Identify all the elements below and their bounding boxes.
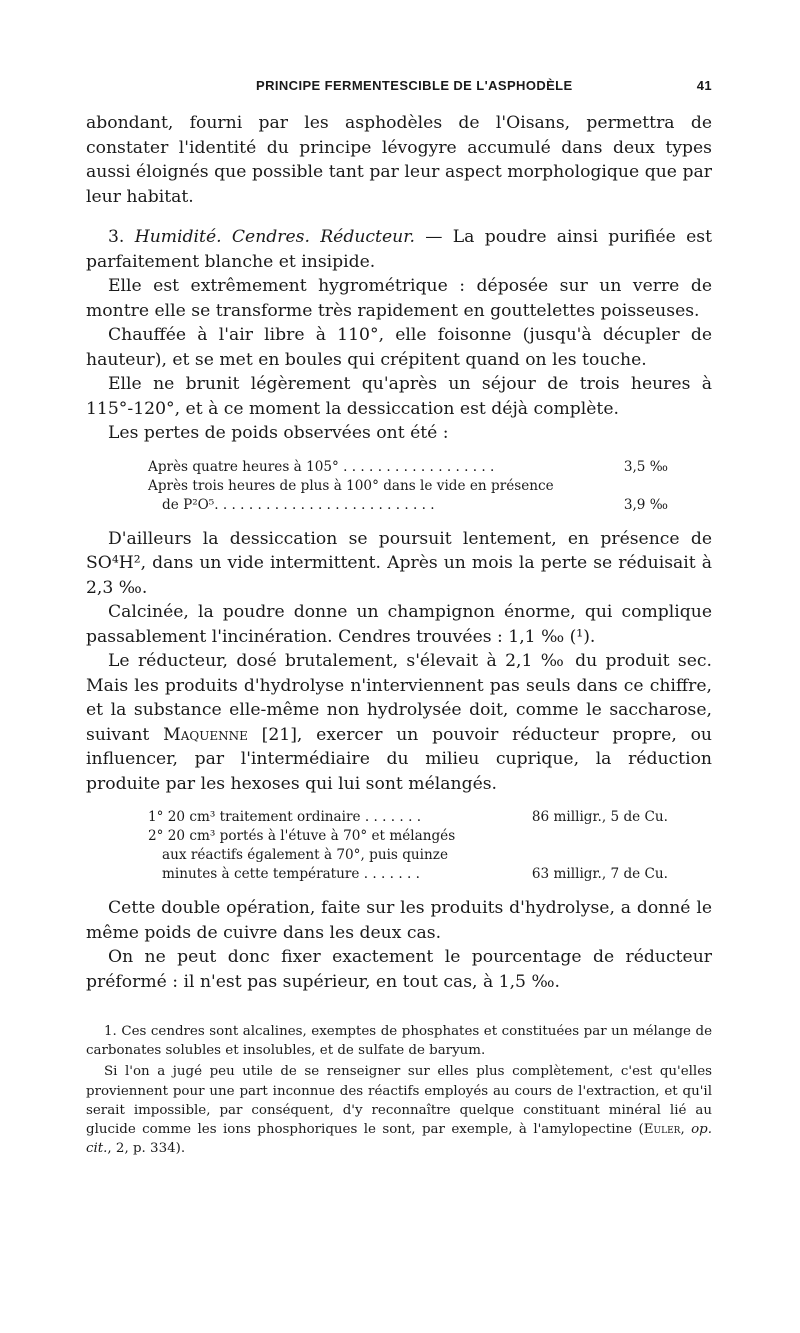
table-row-label: Après trois heures de plus à 100° dans le vide en présence [148,477,554,494]
table-row [148,808,668,827]
table-row-label: 1° 20 cm³ traitement ordinaire . . . . . . . [148,809,422,825]
paragraph-hygrometric: Elle est extrêmement hygrométrique : déposée sur un verre de montre elle se transforme très rapidement en gouttelettes poisseuses. [86,276,712,321]
section-title: Humidité. Cendres. Réducteur. [134,227,415,247]
table-row-value: 3,5 ‰ [623,458,668,475]
author-euler: Euler [643,1122,681,1138]
paragraph-desiccation: D'ailleurs la dessiccation se poursuit lentement, en présence de SO⁴H², dans un vide intermittent. Après un mois la perte se réduisait à 2,3 ‰. [86,528,712,598]
paragraph-weight-losses: Les pertes de poids observées ont été : [108,423,449,443]
footnote-1: 1. Ces cendres sont alcalines, exemptes de phosphates et constituées par un mélange de carbonates solubles et insolubles, et de sulfate de baryum. [86,1024,712,1059]
footnote-text-a: Si l'on a jugé peu utile de se renseigner sur elles plus complètement, c'est qu'elles proviennent pour une part inconnue des réactifs employés au cours de l'extraction, et qu'il serait impossible, par conséquent, d'y reconnaître quelque constituant minéral lié au glucide comme les ions phosphoriques le sont, par exemple, à l'amylopectine ( [86,1064,712,1138]
paragraph-calcination: Calcinée, la poudre donne un champignon énorme, qui complique passablement l'incinération. Cendres trouvées : 1,1 ‰ (¹). [86,602,712,647]
table-row [148,827,668,846]
footnote-1-continued: Si l'on a jugé peu utile de se renseigner sur elles plus complètement, c'est qu'elles proviennent pour une part inconnue des réactifs employés au cours de l'extraction, et qu'il serait impossible, par conséquent, d'y reconnaître quelque constituant minéral lié au glucide comme les ions phosphoriques le sont, par exemple, à l'amylopectine (Euler, op. cit., 2, p. 334). [86,1064,713,1157]
header-title: PRINCIPE FERMENTESCIBLE DE L'ASPHODÈLE [256,78,573,93]
paragraph-double-operation: Cette double opération, faite sur les produits d'hydrolyse, a donné le même poids de cuivre dans les deux cas. [86,898,712,943]
table-row-label: 2° 20 cm³ portés à l'étuve à 70° et mélangés [148,828,456,844]
table-row-value: 63 milligr., 7 de Cu. [531,866,668,882]
footnotes [86,1022,712,1158]
paragraph-reducer [86,649,712,796]
table-row-label-continued: de P²O⁵. . . . . . . . . . . . . . . . . . . . . . . . . . [162,496,435,513]
reducer-text-a: Le réducteur, dosé brutalement, s'élevait à 2,1 ‰ du produit sec. Mais les produits d'hydrolyse n'interviennent pas seuls dans ce chiffre, et la substance elle-même non hydrolysée doit, comme le saccharose, suivant [86,651,712,745]
section-lead: — La poudre ainsi purifiée est parfaitement blanche et insipide. [86,227,713,272]
table-row [148,846,668,865]
author-maquenne: Maquenne [163,724,248,745]
page-number: 41 [696,78,712,93]
table-row [148,496,668,515]
section-number: 3. [108,227,125,247]
reducer-table [148,808,668,884]
running-header [256,78,712,93]
weight-loss-table [148,458,668,515]
page [86,78,712,1160]
citation-ref: op. cit. [86,1122,713,1157]
table-row [148,477,668,496]
table-row-label-continued: aux réactifs également à 70°, puis quinze [162,847,448,863]
table-row-value: 3,9 ‰ [623,496,668,513]
section-3-heading-paragraph [86,225,712,274]
reducer-text-b: [21], exercer un pouvoir réducteur propre, ou influencer, par l'intermédiaire du milieu cuprique, la réduction produite par les hexoses qui lui sont mélangés. [86,724,712,794]
table-row-value: 86 milligr., 5 de Cu. [531,809,668,825]
paragraph-continuation: abondant, fourni par les asphodèles de l'Oisans, permettra de constater l'identité du principe lévogyre accumulé dans deux types aussi éloignés que possible tant par leur aspect morphologique que par leur habitat. [86,113,712,207]
paragraph-heated: Chauffée à l'air libre à 110°, elle foisonne (jusqu'à décupler de hauteur), et se met en boules qui crépitent quand on les touche. [86,325,712,370]
table-row [148,458,668,477]
table-row-label-continued: minutes à cette température . . . . . . . [162,866,420,882]
footnote-text-b: , 2, p. 334). [107,1141,186,1157]
paragraph-conclusion: On ne peut donc fixer exactement le pourcentage de réducteur préformé : il n'est pas supérieur, en tout cas, à 1,5 ‰. [86,947,712,992]
paragraph-browning: Elle ne brunit légèrement qu'après un séjour de trois heures à 115°-120°, et à ce moment la dessiccation est déjà complète. [86,374,712,419]
table-row [148,865,668,884]
table-row-label: Après quatre heures à 105° . . . . . . . . . . . . . . . . . . [148,458,495,475]
